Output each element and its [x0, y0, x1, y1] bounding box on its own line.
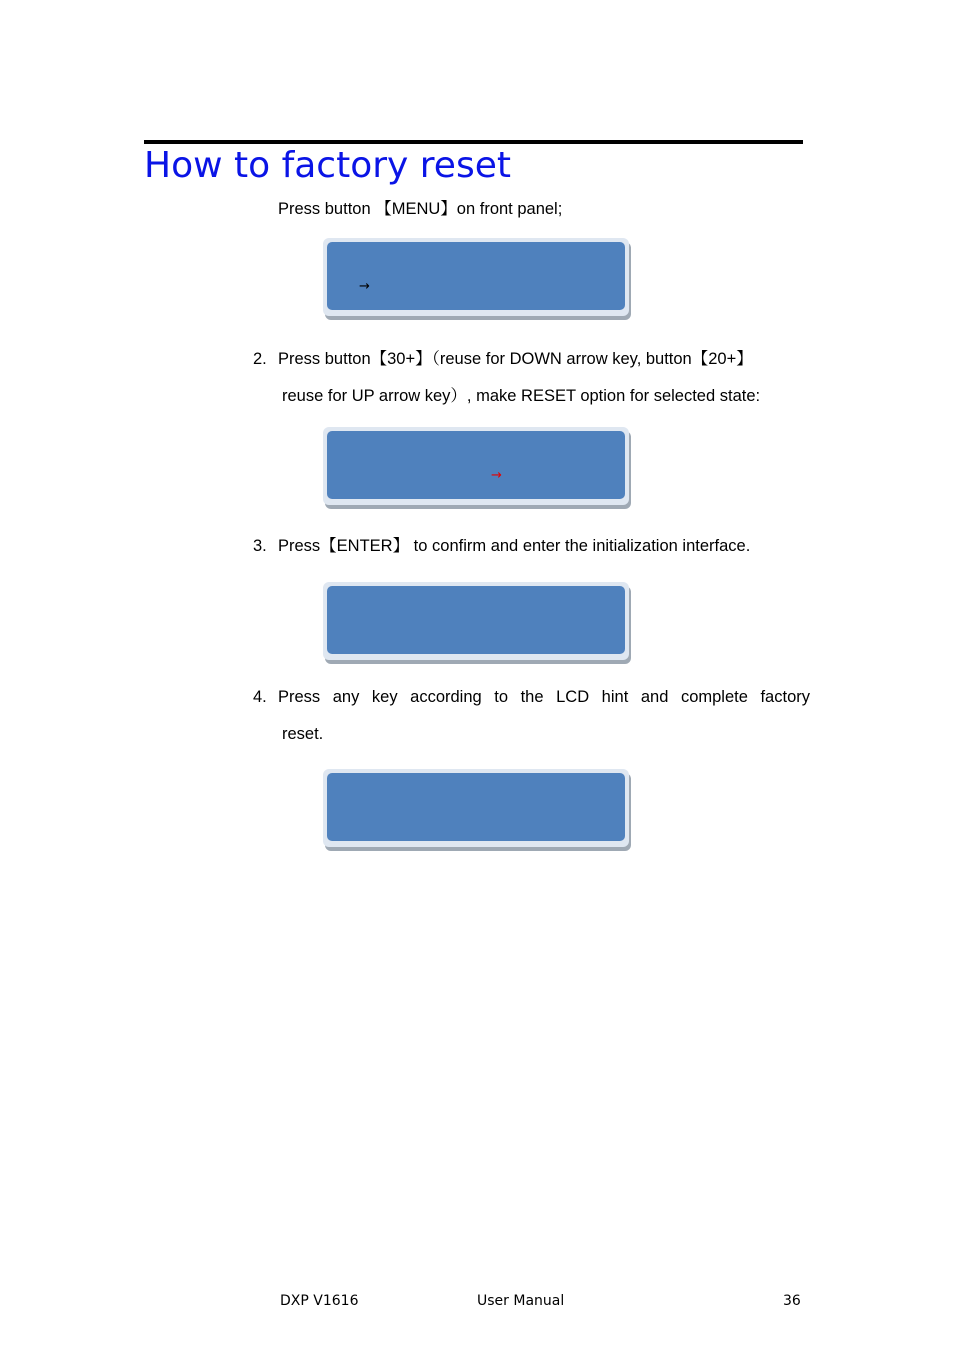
step4-line2: reset. [282, 725, 324, 743]
lcd-display-complete [323, 769, 631, 851]
lcd-screen [327, 586, 625, 654]
step4-line1: Press any key according to the LCD hint and complete factory [278, 688, 810, 706]
lcd-display-initialization [323, 582, 631, 664]
step2-number: 2. [253, 350, 267, 368]
footer-doc-title: User Manual [477, 1293, 565, 1309]
footer-page-number: 36 [783, 1293, 801, 1309]
lcd-screen [327, 431, 625, 499]
step3-line1: Press【ENTER】 to confirm and enter the initialization interface. [278, 537, 751, 555]
page-title: How to factory reset [144, 145, 511, 186]
lcd-screen [327, 242, 625, 310]
step3-number: 3. [253, 537, 267, 555]
lcd-screen [327, 773, 625, 841]
lcd-bezel [323, 427, 629, 505]
lcd-bezel [323, 582, 629, 660]
selected-arrow-icon: → [491, 468, 502, 483]
lcd-bezel [323, 238, 629, 316]
step1-text: Press button 【MENU】on front panel; [278, 200, 563, 218]
step4-number: 4. [253, 688, 267, 706]
cursor-arrow-icon: → [359, 279, 370, 294]
lcd-display-menu [323, 238, 631, 320]
step2-line2: reuse for UP arrow key）, make RESET option for selected state: [282, 387, 761, 405]
lcd-bezel [323, 769, 629, 847]
step2-line1: Press button【30+】（reuse for DOWN arrow key, button【20+】 [278, 350, 753, 368]
footer-model: DXP V1616 [280, 1293, 359, 1309]
lcd-display-reset-selected [323, 427, 631, 509]
